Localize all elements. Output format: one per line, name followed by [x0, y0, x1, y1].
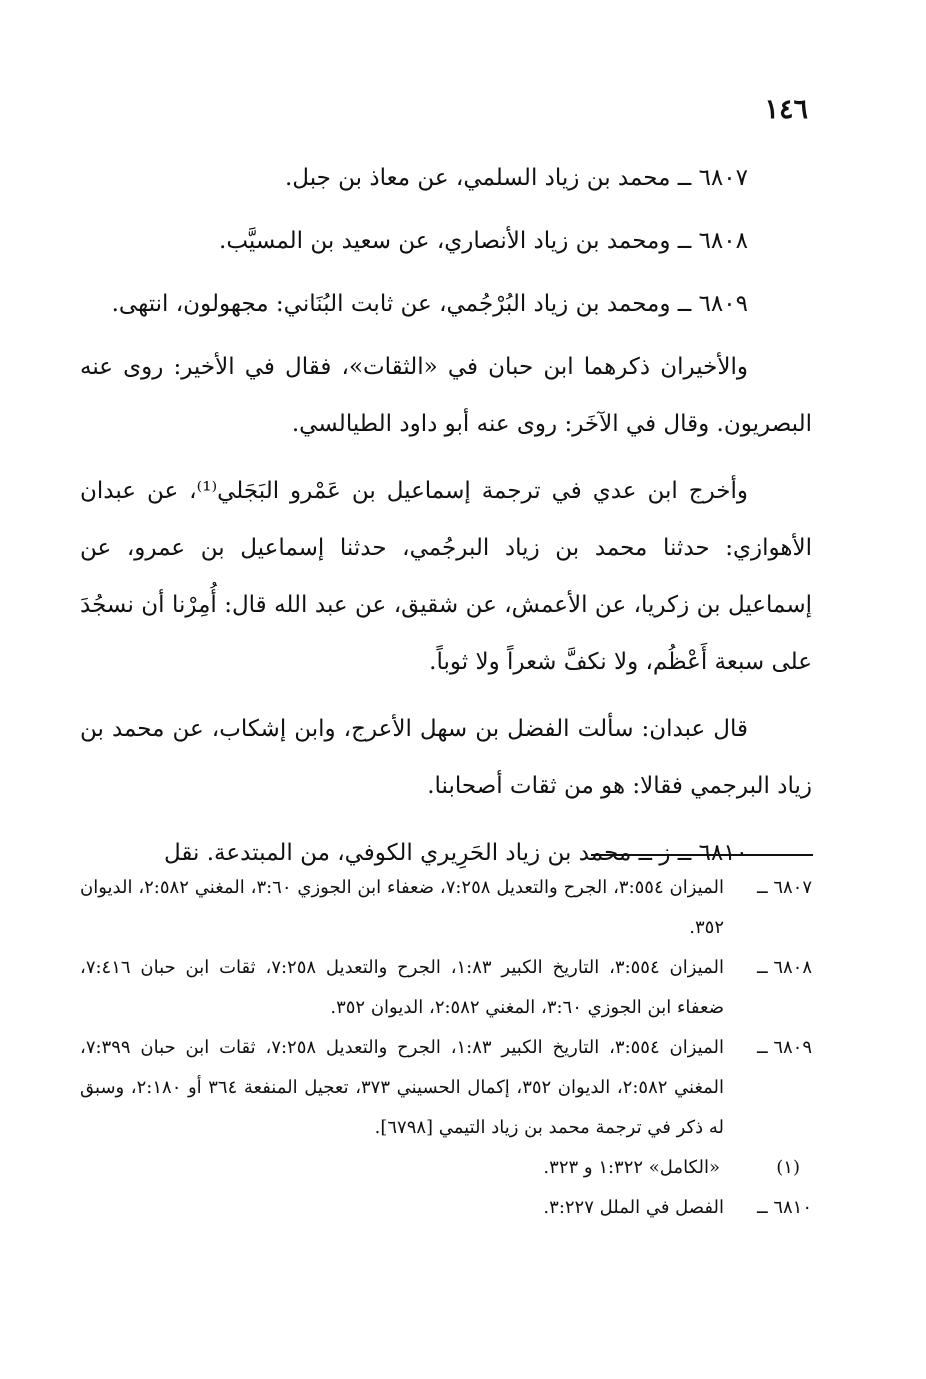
footnote-text: الميزان ٣:٥٥٤، التاريخ الكبير ١:٨٣، الجرح والتعديل ٧:٢٥٨، ثقات ابن حبان ٧:٤١٦، ضعفاء ابن الجوزي ٣:٦٠، المغني ٢:٥٨٢، الديوان ٣٥٢.	[80, 957, 724, 1018]
footnote-text: الميزان ٣:٥٥٤، الجرح والتعديل ٧:٢٥٨، ضعفاء ابن الجوزي ٣:٦٠، المغني ٢:٥٨٢، الديوان ٣٥٢.	[80, 877, 724, 938]
footnote-1	[80, 1148, 812, 1188]
entry-6810: ٦٨١٠ ــ ز ــ محمد بن زياد الحَرِيري الكوفي، من المبتدعة. نقل	[163, 840, 748, 866]
footnote-6807	[80, 868, 812, 948]
footnote-divider	[591, 854, 813, 856]
footnote-6809	[80, 1028, 812, 1148]
footnote-text: الفصل في الملل ٣:٢٢٧.	[543, 1197, 724, 1218]
paragraph-ibn-adi: وأخرج ابن عدي في ترجمة إسماعيل بن عَمْرو البَجَلي⁽¹⁾، عن عبدان الأهوازي: حدثنا محمد بن زياد البرجُمي، حدثنا إسماعيل بن عمرو، عن إسماعيل بن زكريا، عن الأعمش، عن شقيق، عن عبد الله قال: أُمِرْنا أن نسجُدَ على سبعة أَعْظُم، ولا نكفَّ شعراً ولا ثوباً.	[80, 478, 812, 675]
footnote-6808	[80, 948, 812, 1028]
entry-6809: ٦٨٠٩ ــ ومحمد بن زياد البُرْجُمي، عن ثابت البُنَاني: مجهولون، انتهى.	[111, 291, 748, 317]
footnotes	[80, 868, 812, 1228]
footnote-text: الميزان ٣:٥٥٤، التاريخ الكبير ١:٨٣، الجرح والتعديل ٧:٢٥٨، ثقات ابن حبان ٧:٣٩٩، المغني ٢:٥٨٢، الديوان ٣٥٢، إكمال الحسيني ٣٧٣، تعجيل المنفعة ٣٦٤ أو ٢:١٨٠، وسبق له ذكر في ترجمة محمد بن زياد التيمي [٦٧٩٨].	[80, 1037, 725, 1138]
footnote-number: ٦٨٠٧ ــ	[757, 877, 812, 898]
paragraph-abdan: قال عبدان: سألت الفضل بن سهل الأعرج، وابن إشكاب، عن محمد بن زياد البرجمي فقالا: هو من ثقات أصحابنا.	[80, 716, 812, 799]
footnote-number: ٦٨١٠ ــ	[757, 1197, 812, 1218]
footnote-number: (١)	[776, 1157, 800, 1178]
footnote-number: ٦٨٠٩ ــ	[757, 1037, 812, 1058]
entry-6808: ٦٨٠٨ ــ ومحمد بن زياد الأنصاري، عن سعيد بن المسيَّب.	[219, 228, 748, 254]
footnote-6810	[80, 1188, 812, 1228]
footnote-number: ٦٨٠٨ ــ	[757, 957, 812, 978]
page-number: ١٤٦	[764, 94, 808, 125]
paragraph-ibn-hibban: والأخيران ذكرهما ابن حبان في «الثقات»، فقال في الأخير: روى عنه البصريون. وقال في الآخَر: روى عنه أبو داود الطيالسي.	[80, 354, 812, 437]
footnote-text: «الكامل» ١:٣٢٢ و ٣٢٣.	[543, 1157, 720, 1178]
entry-6807: ٦٨٠٧ ــ محمد بن زياد السلمي، عن معاذ بن جبل.	[284, 165, 748, 191]
main-text	[80, 150, 812, 892]
